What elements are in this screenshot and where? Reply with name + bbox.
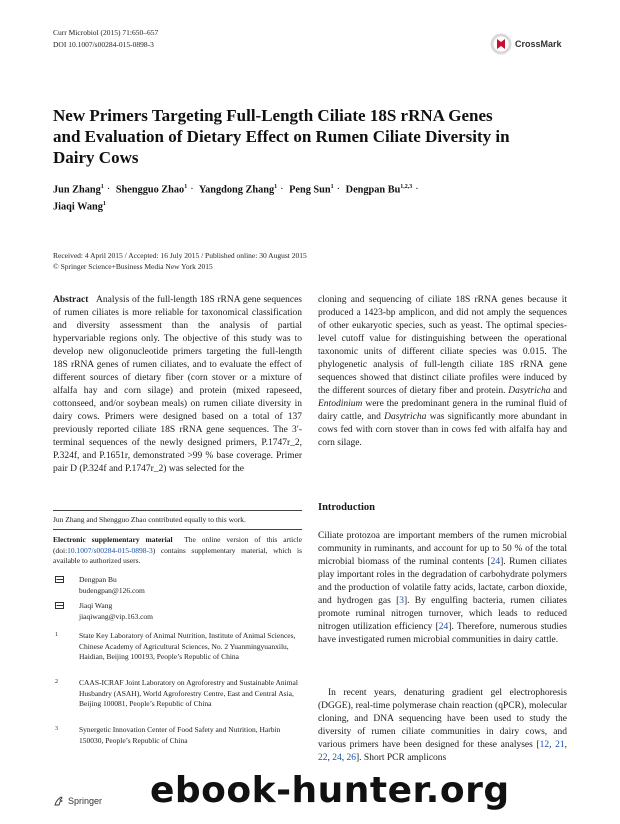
contact-entry: [53, 575, 302, 596]
contact-name: Dengpan Bu: [79, 575, 117, 584]
introduction-paragraph: [318, 530, 567, 647]
author-separator: ·: [336, 184, 341, 196]
abstract-text: was significantly more abundant in cows fed with corn stover than in cows fed with alfalfa hay and corn silage.: [318, 412, 567, 448]
affiliation-entry: [53, 678, 302, 710]
journal-citation: Curr Microbiol (2015) 71:650–657: [53, 28, 159, 37]
citation-link[interactable]: 24: [332, 753, 342, 763]
citation-link[interactable]: 3: [399, 596, 404, 606]
esm-label: Electronic supplementary material: [53, 535, 173, 544]
author-separator: ·: [280, 184, 284, 196]
copyright-line: © Springer Science+Business Media New York 2015: [53, 261, 213, 271]
article-title: New Primers Targeting Full-Length Ciliate 18S rRNA Genes and Evaluation of Dietary Effect on Rumen Ciliate Diversity in Dairy Cows: [53, 106, 510, 167]
author-list: [53, 180, 523, 215]
author-affiliation-mark: 1: [100, 184, 104, 190]
esm-doi-link[interactable]: 10.1007/s00284-015-0898-3: [67, 545, 153, 555]
body-text: ]. Short PCR amplicons: [356, 753, 447, 763]
genus-name: Entodinium: [318, 399, 363, 409]
citation-link[interactable]: 12: [539, 740, 550, 750]
affiliation-text: Synergetic Innovation Center of Food Safety and Nutrition, Harbin 150030, People’s Republic of China: [79, 725, 281, 745]
envelope-icon: [55, 602, 64, 609]
author-name[interactable]: Shengguo Zhao: [115, 184, 185, 196]
equal-contribution-note: Jun Zhang and Shengguo Zhao contributed equally to this work.: [53, 515, 246, 524]
affiliation-number: 2: [55, 679, 58, 685]
author-name[interactable]: Yangdong Zhang: [198, 184, 275, 196]
body-text: In recent years, denaturing gradient gel electrophoresis (DGGE), real-time polymerase chain reaction (qPCR), molecular cloning, and DNA sequencing have been used to study the diversity of rumen ciliate communities in dairy cows, and various primers have been designed for these analyses [: [318, 688, 567, 750]
author-separator: ·: [190, 184, 194, 196]
author-affiliation-mark: 1: [274, 184, 278, 190]
author-name[interactable]: Peng Sun: [289, 184, 331, 196]
crossmark-badge[interactable]: [490, 30, 580, 58]
section-heading-introduction: Introduction: [318, 502, 375, 513]
citation-link[interactable]: 26: [346, 753, 356, 763]
watermark: ebook-hunter.org: [150, 770, 510, 811]
publisher-footer: [53, 795, 102, 807]
body-text: ]. Therefore, numerous studies have investigated rumen microbial communities in dairy cattle.: [318, 622, 567, 645]
abstract-column-left: [53, 294, 302, 476]
crossmark-icon: [490, 33, 512, 55]
citation-link[interactable]: 24: [438, 622, 449, 632]
affiliation-number: 3: [55, 726, 58, 732]
author-separator: ·: [415, 184, 419, 196]
history-dates: Received: 4 April 2015 / Accepted: 16 July 2015 / Published online: 30 August 2015: [53, 251, 307, 260]
esm-text: The online version of this article (doi:: [53, 535, 302, 555]
body-text: ]. Rumen ciliates play important roles in the degradation of carbohydrate polymers and the production of volatile fatty acids, lactate, carbon dioxide, and hydrogen gas [: [318, 557, 568, 606]
doi-line: DOI 10.1007/s00284-015-0898-3: [53, 40, 154, 49]
contact-email[interactable]: jiaqiwang@vip.163.com: [79, 611, 153, 621]
affiliation-entry: [53, 631, 302, 663]
abstract-text: were the predominant genera in the ruminal fluid of dairy cattle, and: [318, 399, 567, 422]
envelope-icon: [55, 576, 64, 583]
contact-entry: [53, 601, 302, 622]
citation-link[interactable]: 22: [318, 753, 328, 763]
contact-email[interactable]: budengpan@126.com: [79, 585, 145, 595]
genus-name: Dasytricha: [384, 412, 427, 422]
body-text: Ciliate protozoa are important members of the rumen microbial community in ruminants, and account for up to 50 % of the total microbial biomass of the ruminal contents [: [318, 531, 567, 567]
affiliation-text: CAAS-ICRAF Joint Laboratory on Agroforestry and Sustainable Animal Husbandry (ASAH), World Agroforestry Centre, East and Central Asia, Beijing 100081, People’s Republic of China: [79, 678, 298, 708]
supplementary-material-note: [53, 535, 302, 567]
abstract-text: cloning and sequencing of ciliate 18S rRNA genes because it produced a 1423-bp amplicon, and did not amply the sequences of other eukaryotic species, such as yeast. The optimal species-level cutoff value for distinguishing between the operational taxonomic units of different ciliate species was 0.015. The phylogenetic analysis of full-length ciliate 18S rRNA gene sequences showed that distinct ciliate profiles were induced by the different sources of dietary fiber and protein.: [318, 295, 567, 396]
publisher-name: Springer: [68, 796, 103, 806]
abstract-text: Analysis of the full-length 18S rRNA gene sequences of rumen ciliates is more reliable for taxonomical classification and diversity assessment than the analysis of partial hypervariable regions only. The objective of this study was to develop new oligonucleotide primers targeting the full-length 18S rRNA genes of rumen ciliates, and to evaluate the effect of different sources of dietary fiber (corn stover or a mixture of alfalfa hay and corn silage) and protein (mixed rapeseed, cottonseed, and/or soybean meals) on rumen ciliate diversity in dairy cows. Primers were designed based on a total of 137 previously reported ciliate 18S rRNA gene sequences. The 3′-terminal sequences of the newly designed primers, P.1747r_2, P.324f, and P.1651r, demonstrated >99 % base coverage. Primer pair D (P.324f and P.1747r_2) was selected for the: [53, 295, 302, 474]
affiliation-entry: [53, 725, 302, 746]
contact-name: Jiaqi Wang: [79, 601, 113, 610]
affiliation-number: 1: [55, 632, 58, 638]
author-affiliation-mark: 1: [102, 201, 106, 208]
abstract-column-right: [318, 294, 567, 450]
author-affiliation-mark: 1: [330, 184, 334, 190]
author-affiliation-mark: 1,2,3: [400, 184, 413, 190]
abstract-label: Abstract: [53, 295, 89, 305]
citation-link[interactable]: 24: [490, 557, 501, 567]
author-separator: ·: [106, 184, 111, 196]
esm-text: ) contains supplementary material, which is available to authorized users.: [53, 545, 302, 565]
author-name[interactable]: Dengpan Bu: [345, 184, 401, 196]
author-name[interactable]: Jiaqi Wang: [53, 201, 103, 213]
springer-horse-icon: [53, 795, 65, 807]
author-name[interactable]: Jun Zhang: [53, 184, 101, 196]
abstract-text: and: [553, 386, 568, 396]
genus-name: Dasytricha: [508, 386, 551, 396]
crossmark-label: CrossMark: [515, 39, 562, 49]
footnote-divider: [53, 529, 302, 530]
citation-link[interactable]: 21: [555, 740, 565, 750]
introduction-paragraph: In recent years, denaturing gradient gel electrophoresis (DGGE), real-time polymerase chain reaction (qPCR), molecular cloning, and DNA sequencing have been used to study the diversity of rumen ciliate communities in dairy cows, and various primers have been designed for these analyses [12, 21, 22, 24, 26]. Short PCR amplicons: [318, 688, 567, 763]
publication-dates: [53, 251, 573, 272]
body-text: ]. By engulfing bacteria, rumen ciliates promote ruminal nitrogen turnover, which leads to reduced nitrogen utilization efficiency [: [318, 596, 567, 632]
author-affiliation-mark: 1: [184, 184, 188, 190]
affiliation-text: State Key Laboratory of Animal Nutrition, Institute of Animal Sciences, Chinese Academy of Agricultural Sciences, No. 2 Yuanmingyuanxilu, Haidian, Beijing 100193, People’s Republic of China: [79, 631, 296, 661]
footnote-divider: [53, 510, 302, 511]
